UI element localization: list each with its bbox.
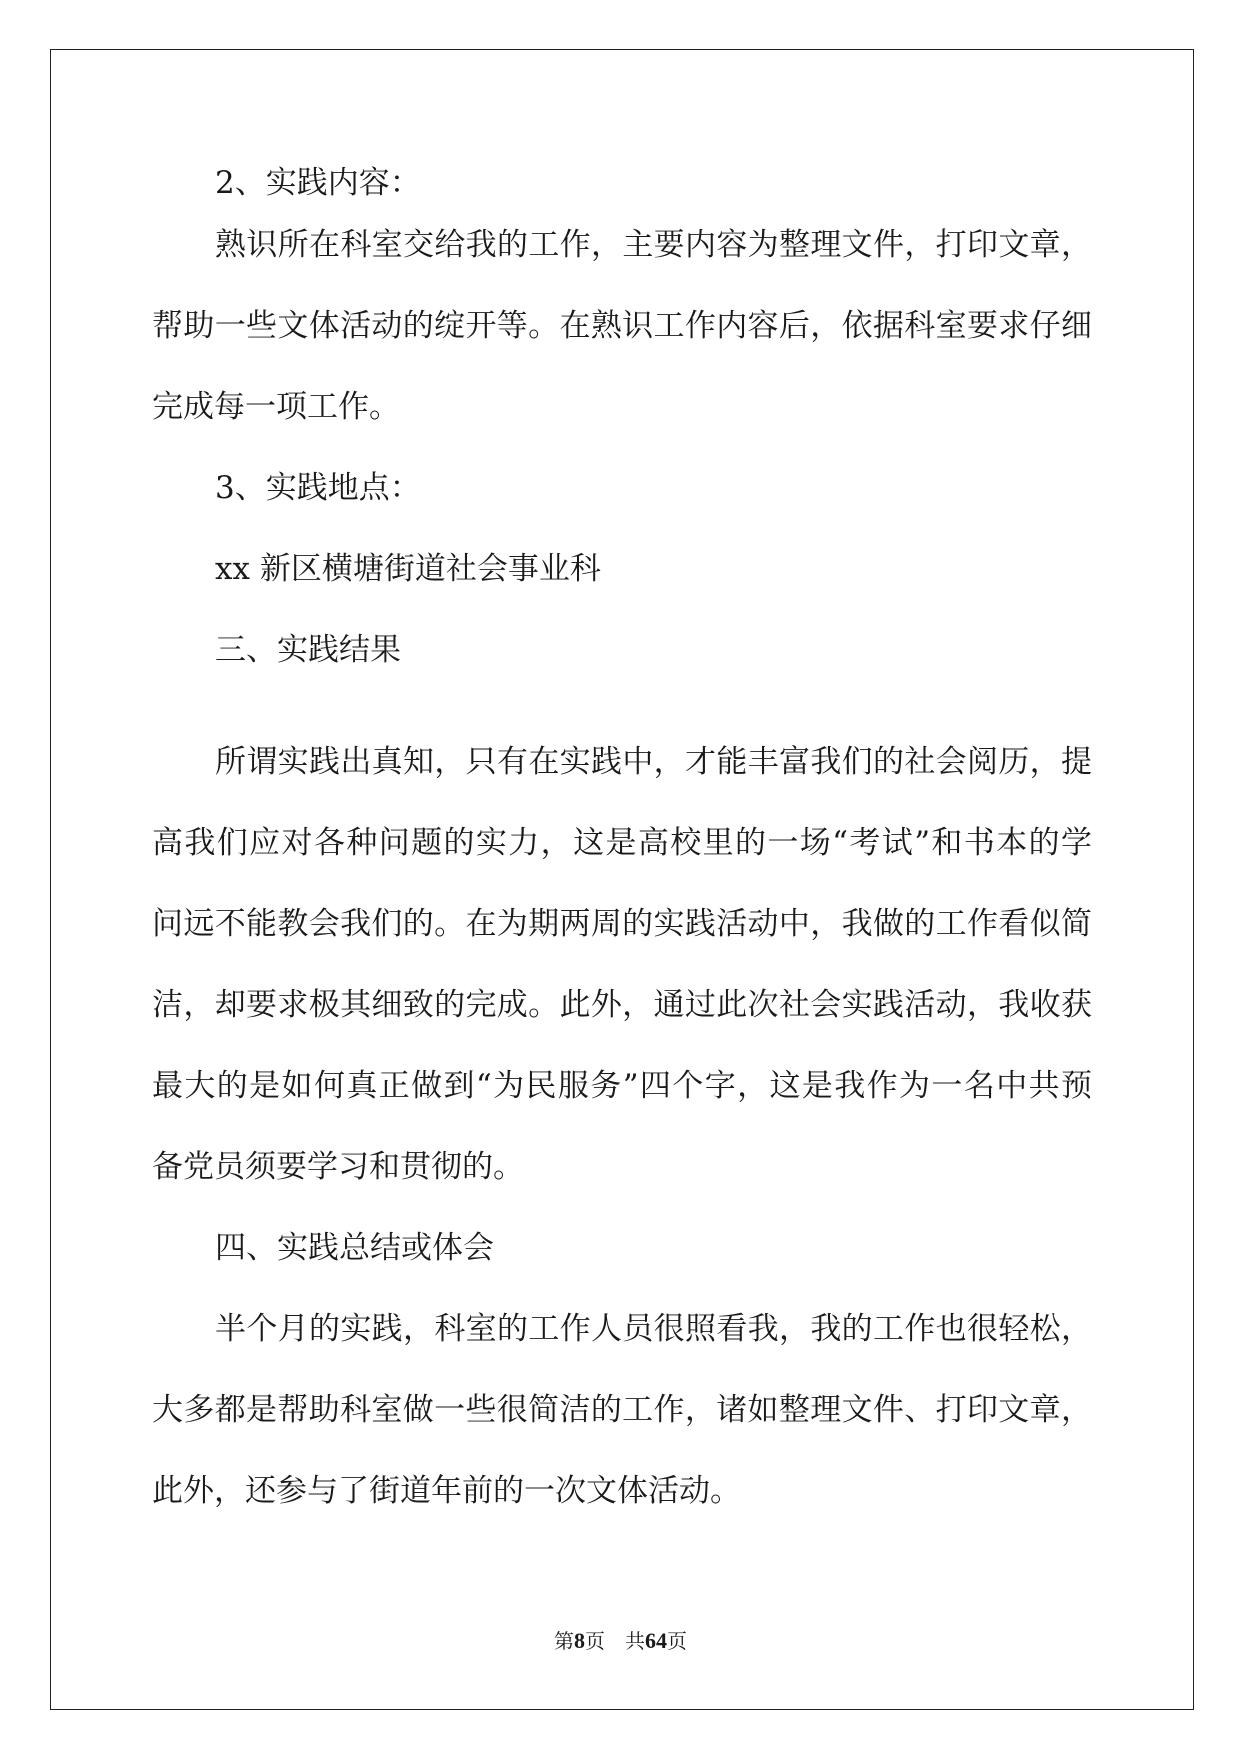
footer-suffix: 页 (667, 1629, 687, 1653)
current-page-number: 8 (574, 1628, 585, 1653)
paragraph-line: 此外，还参与了街道年前的一次文体活动。 (152, 1473, 741, 1509)
total-page-count: 64 (645, 1628, 667, 1653)
paragraph-line: 高我们应对各种问题的实力，这是高校里的一场“考试”和书本的学 (152, 825, 1092, 861)
paragraph-line: 半个月的实践，科室的工作人员很照看我，我的工作也很轻松， (215, 1311, 1092, 1347)
paragraph-line: 帮助一些文体活动的绽开等。在熟识工作内容后，依据科室要求仔细 (152, 308, 1092, 344)
footer-middle: 页 共 (585, 1629, 645, 1653)
paragraph-line: 最大的是如何真正做到“为民服务”四个字，这是我作为一名中共预 (152, 1068, 1092, 1104)
footer-prefix: 第 (554, 1629, 574, 1653)
paragraph-line: 完成每一项工作。 (152, 389, 400, 425)
paragraph-line: 备党员须要学习和贯彻的。 (152, 1149, 524, 1185)
subheading-practice-location: 3、实践地点： (215, 470, 421, 506)
page-border (50, 49, 1194, 1710)
paragraph-line: 问远不能教会我们的。在为期两周的实践活动中，我做的工作看似简 (152, 906, 1092, 942)
section-heading-results: 三、实践结果 (215, 632, 401, 668)
paragraph-line: 熟识所在科室交给我的工作，主要内容为整理文件，打印文章， (215, 227, 1092, 263)
subheading-practice-content: 2、实践内容： (215, 165, 421, 201)
paragraph-line: 所谓实践出真知，只有在实践中，才能丰富我们的社会阅历，提 (215, 744, 1092, 780)
paragraph-line: 洁，却要求极其细致的完成。此外，通过此次社会实践活动，我收获 (152, 987, 1092, 1023)
section-heading-summary: 四、实践总结或体会 (215, 1230, 494, 1266)
paragraph-line: 大多都是帮助科室做一些很简洁的工作，诸如整理文件、打印文章， (152, 1392, 1092, 1428)
paragraph-line: xx 新区横塘街道社会事业科 (215, 551, 601, 587)
page-footer (0, 1628, 1241, 1654)
